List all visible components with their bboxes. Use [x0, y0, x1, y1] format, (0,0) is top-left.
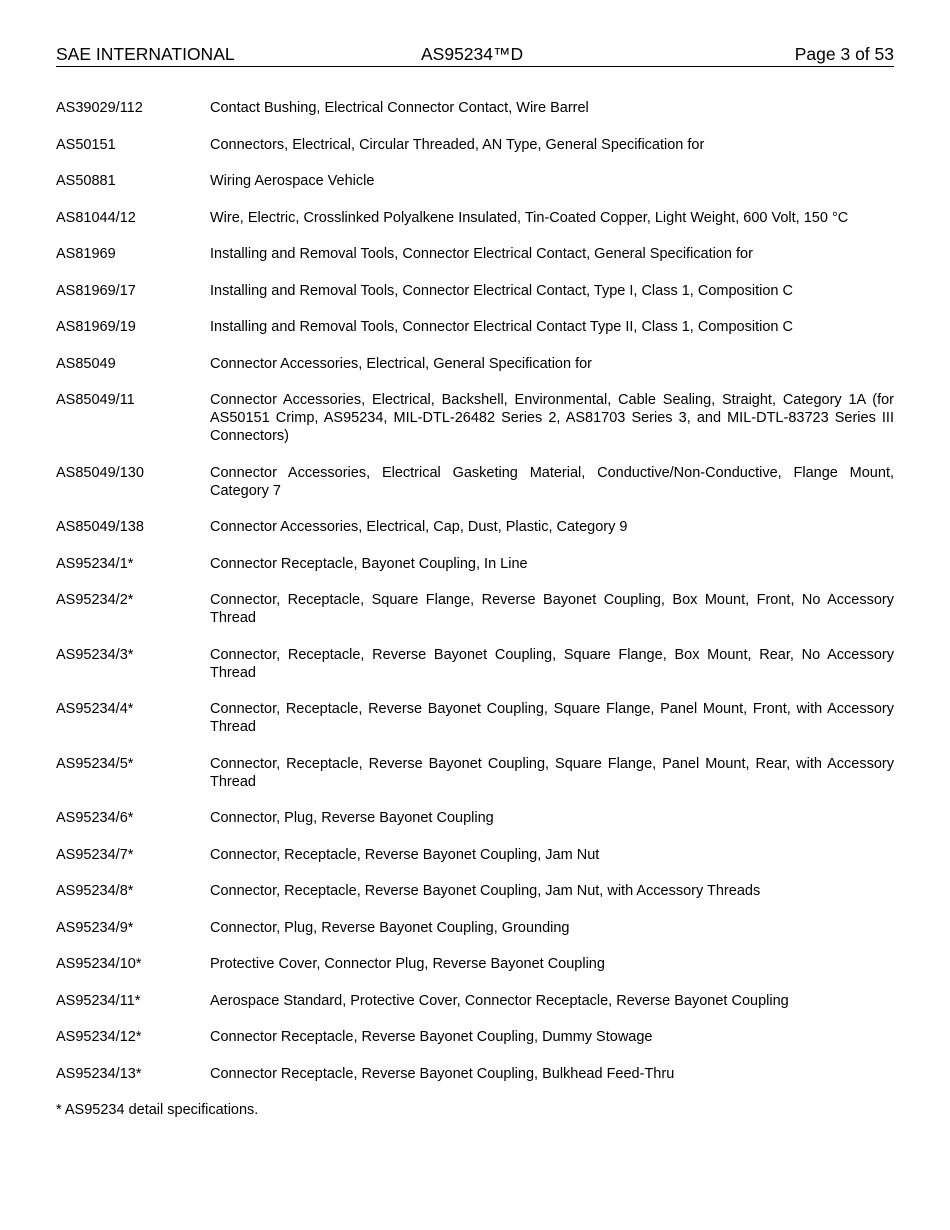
reference-code: AS81044/12 [56, 209, 136, 226]
reference-code: AS85049 [56, 355, 116, 372]
reference-description: Wiring Aerospace Vehicle [210, 173, 375, 189]
reference-description: Connector, Receptacle, Reverse Bayonet Coupling, Jam Nut [210, 846, 600, 863]
reference-code: AS39029/112 [56, 100, 143, 116]
reference-code: AS95234/11* [56, 992, 141, 1009]
reference-description: Aerospace Standard, Protective Cover, Connector Receptacle, Reverse Bayonet Coupling [210, 992, 789, 1009]
reference-description: Connector, Receptacle, Square Flange, Reverse Bayonet Coupling, Box Mount, Front, No Accessory Thread [210, 592, 894, 626]
reference-description: Connector Receptacle, Reverse Bayonet Coupling, Bulkhead Feed-Thru [210, 1065, 675, 1082]
reference-code: AS95234/12* [56, 1029, 142, 1045]
reference-row [56, 464, 894, 500]
reference-row [56, 391, 894, 445]
reference-code: AS85049/138 [56, 519, 144, 535]
reference-row [56, 992, 894, 1010]
reference-code: AS95234/1* [56, 555, 134, 572]
reference-description: Wire, Electric, Crosslinked Polyalkene Insulated, Tin-Coated Copper, Light Weight, 600 Volt, 150 °C [210, 209, 849, 226]
header-org: SAE INTERNATIONAL [56, 44, 235, 64]
header-page-number: Page 3 of 53 [794, 44, 894, 64]
reference-row [56, 919, 894, 937]
reference-row [56, 518, 894, 536]
reference-description: Installing and Removal Tools, Connector Electrical Contact Type II, Class 1, Composition C [210, 319, 793, 335]
reference-row [56, 846, 894, 864]
reference-code: AS95234/3* [56, 646, 134, 663]
reference-row [56, 700, 894, 736]
reference-row [56, 245, 894, 263]
reference-description: Connector, Receptacle, Reverse Bayonet Coupling, Square Flange, Panel Mount, Front, with Accessory Thread [210, 701, 894, 735]
reference-description: Protective Cover, Connector Plug, Reverse Bayonet Coupling [210, 956, 605, 972]
reference-row [56, 1065, 894, 1083]
reference-description: Contact Bushing, Electrical Connector Contact, Wire Barrel [210, 100, 589, 116]
reference-row [56, 99, 894, 117]
reference-description: Connector, Receptacle, Reverse Bayonet Coupling, Jam Nut, with Accessory Threads [210, 883, 761, 899]
reference-code: AS95234/10* [56, 956, 142, 972]
reference-row [56, 355, 894, 373]
reference-code: AS85049/11 [56, 392, 135, 408]
reference-code: AS95234/9* [56, 919, 134, 936]
reference-code: AS95234/4* [56, 701, 134, 717]
header-doc-number: AS95234™D [421, 44, 524, 64]
reference-row [56, 1028, 894, 1046]
reference-row [56, 591, 894, 627]
reference-code: AS85049/130 [56, 464, 144, 481]
reference-description: Connector, Plug, Reverse Bayonet Coupling, Grounding [210, 919, 570, 936]
reference-description: Connector, Receptacle, Reverse Bayonet Coupling, Square Flange, Box Mount, Rear, No Accessory Thread [210, 646, 894, 681]
reference-description: Connector Accessories, Electrical Gasketing Material, Conductive/Non-Conductive, Flange Mount, Category 7 [210, 464, 894, 499]
reference-code: AS95234/13* [56, 1065, 142, 1082]
reference-description: Connector Receptacle, Reverse Bayonet Coupling, Dummy Stowage [210, 1029, 653, 1045]
reference-code: AS50151 [56, 136, 116, 153]
reference-code: AS81969 [56, 246, 116, 262]
reference-row [56, 955, 894, 973]
reference-row [56, 172, 894, 190]
reference-description: Connector, Receptacle, Reverse Bayonet Coupling, Square Flange, Panel Mount, Rear, with Accessory Thread [210, 755, 894, 790]
reference-description: Installing and Removal Tools, Connector Electrical Contact, Type I, Class 1, Composition C [210, 282, 793, 299]
reference-code: AS81969/19 [56, 319, 136, 335]
footnote: * AS95234 detail specifications. [56, 1101, 259, 1118]
reference-code: AS95234/5* [56, 755, 134, 772]
reference-row [56, 282, 894, 300]
reference-code: AS50881 [56, 173, 116, 189]
reference-description: Installing and Removal Tools, Connector Electrical Contact, General Specification for [210, 246, 753, 262]
reference-row [56, 809, 894, 827]
reference-code: AS95234/6* [56, 810, 134, 826]
reference-code: AS95234/7* [56, 846, 134, 863]
reference-row [56, 555, 894, 573]
page-header [56, 44, 894, 67]
reference-description: Connector Accessories, Electrical, General Specification for [210, 355, 593, 372]
document-page [56, 44, 894, 1119]
reference-description: Connector Receptacle, Bayonet Coupling, In Line [210, 555, 528, 572]
reference-row [56, 646, 894, 682]
reference-code: AS95234/8* [56, 883, 134, 899]
reference-description: Connectors, Electrical, Circular Threaded, AN Type, General Specification for [210, 136, 705, 153]
reference-row [56, 318, 894, 336]
reference-description: Connector, Plug, Reverse Bayonet Coupling [210, 810, 494, 826]
reference-description: Connector Accessories, Electrical, Cap, Dust, Plastic, Category 9 [210, 519, 628, 535]
reference-code: AS81969/17 [56, 282, 136, 299]
reference-row [56, 755, 894, 791]
reference-list [56, 99, 894, 1083]
reference-row [56, 882, 894, 900]
reference-description: Connector Accessories, Electrical, Backshell, Environmental, Cable Sealing, Straight, Category 1A (for AS50151 Crimp, AS95234, MIL-DTL-26482 Series 2, AS81703 Series 3, and MIL-DTL-83723 Series III Connectors) [210, 392, 894, 444]
reference-row [56, 209, 894, 227]
reference-code: AS95234/2* [56, 592, 134, 608]
reference-row [56, 136, 894, 154]
